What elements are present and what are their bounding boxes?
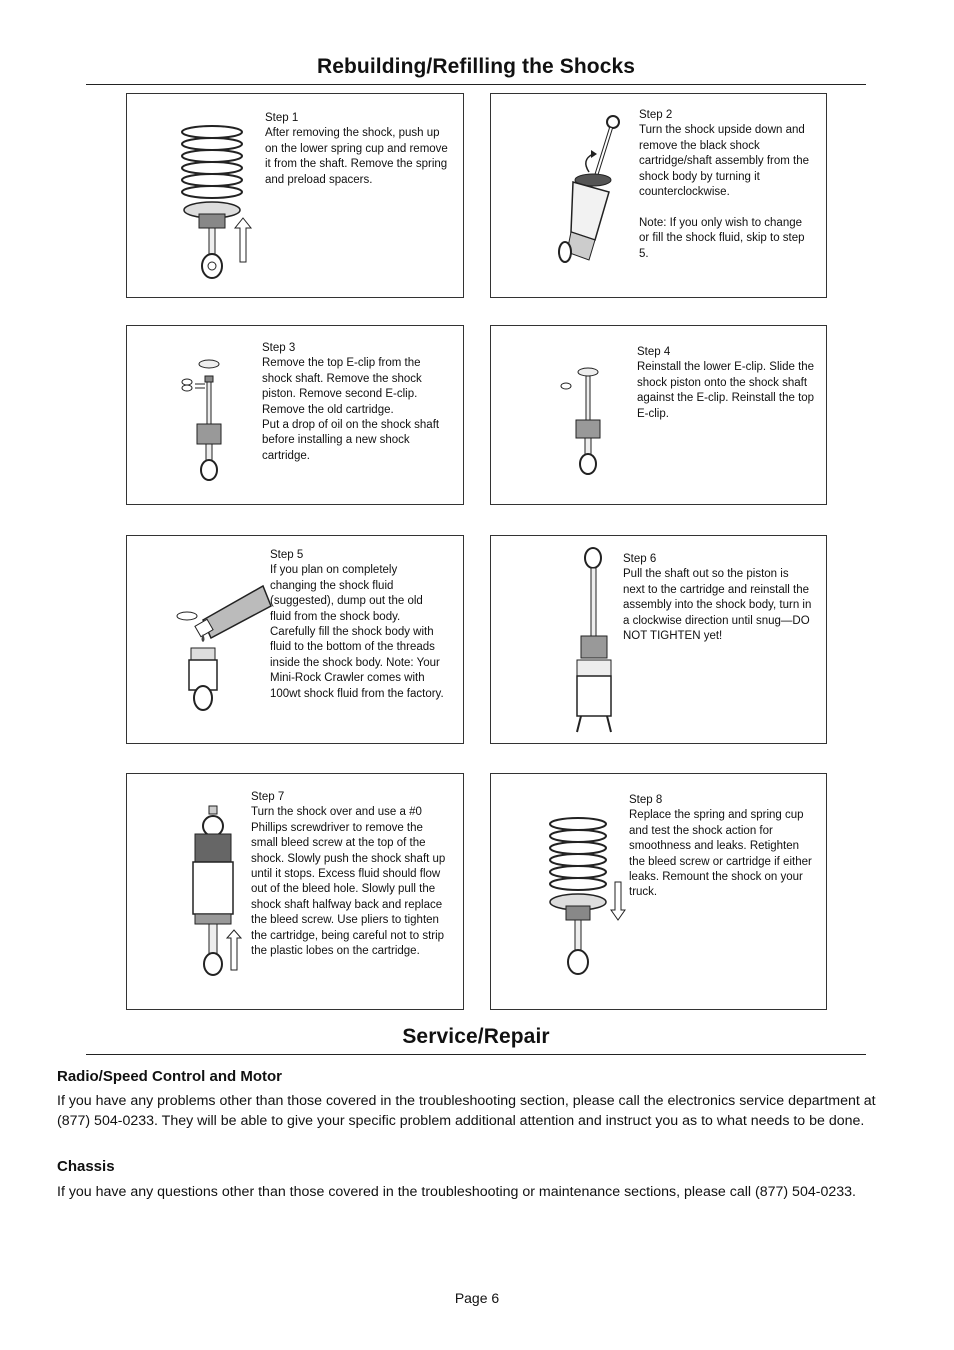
step-body: Replace the spring and spring cup and test the shock action for smoothness and leaks. Retighten the bleed screw or cartridge if either leaks. Remount the shock on your truck.	[629, 809, 812, 899]
step-3-panel	[126, 325, 464, 505]
step-3-text	[262, 341, 452, 464]
step-6-panel	[490, 535, 827, 744]
step-body: Turn the shock upside down and remove the black shock cartridge/shaft assembly from the shock body by turning it counterclockwise. Note: If you only wish to change or fill the shock fluid, skip to step 5.	[639, 124, 810, 260]
step-title: Step 4	[637, 346, 671, 358]
step-body: Pull the shaft out so the piston is next to the cartridge and reinstall the assembly into the shock body, turn in a clockwise direction until snug—DO NOT TIGHTEN yet!	[623, 568, 812, 643]
chassis-heading: Chassis	[57, 1158, 115, 1175]
step-title: Step 2	[639, 109, 673, 121]
shock-spring-icon	[546, 814, 631, 979]
step-1-panel	[126, 93, 464, 298]
radio-paragraph: If you have any problems other than those covered in the troubleshooting section, please call the electronics service department at (877) 504-0233. They will be able to give your specific problem additional attention and instruct you as to what needs to be done.	[57, 1093, 876, 1129]
step-5-panel	[126, 535, 464, 744]
shock-shaft-icon	[179, 356, 239, 486]
shock-assembly-icon	[571, 546, 621, 736]
step-1-text	[265, 111, 450, 188]
step-body: After removing the shock, push up on the lower spring cup and remove it from the shaft. Remove the spring and preload spacers.	[265, 127, 448, 186]
step-5-text	[270, 548, 445, 702]
shock-shaft-icon	[556, 364, 611, 484]
step-4-text	[637, 345, 815, 422]
shock-bleed-icon	[187, 804, 247, 979]
section-title-service: Service/Repair	[402, 1025, 550, 1048]
page-number: Page 6	[454, 1290, 500, 1306]
chassis-paragraph: If you have any questions other than those covered in the troubleshooting or maintenance sections, please call (877) 504-0233.	[57, 1184, 856, 1200]
title-rule	[86, 84, 866, 85]
step-title: Step 1	[265, 112, 299, 124]
step-body: Reinstall the lower E-clip. Slide the shock piston onto the shock shaft against the E-clip. Reinstall the top E-clip.	[637, 361, 815, 420]
step-2-panel	[490, 93, 827, 298]
step-body: If you plan on completely changing the shock fluid (suggested), dump out the old fluid from the shock body. Carefully fill the shock body with fluid to the bottom of the threads inside the shock body. Note: Your Mini-Rock Crawler comes with 100wt shock fluid from the factory.	[270, 564, 444, 700]
step-7-text	[251, 790, 451, 959]
shock-spring-icon	[177, 122, 267, 287]
step-title: Step 5	[270, 549, 304, 561]
step-body: Turn the shock over and use a #0 Phillips screwdriver to remove the small bleed screw at the top of the shock. Slowly push the shock shaft up until it stops. Excess fluid should flow out of the bleed hole. Slowly pull the shock shaft halfway back and replace the bleed screw. Use pliers to tighten the cartridge, being careful not to strip the plastic lobes on the cartridge.	[251, 806, 446, 958]
step-2-text	[639, 108, 815, 262]
fluid-bottle-icon	[173, 576, 273, 716]
step-title: Step 3	[262, 342, 296, 354]
step-8-panel	[490, 773, 827, 1010]
step-6-text	[623, 552, 813, 644]
step-8-text	[629, 793, 813, 901]
radio-heading: Radio/Speed Control and Motor	[57, 1068, 282, 1085]
step-title: Step 6	[623, 553, 657, 565]
step-7-panel	[126, 773, 464, 1010]
shock-body-icon	[551, 112, 626, 272]
step-body: Remove the top E-clip from the shock shaft. Remove the shock piston. Remove second E-clip. Remove the old cartridge. Put a drop of oil on the shock shaft before installing a new shock cartridge.	[262, 357, 440, 462]
step-4-panel	[490, 325, 827, 505]
service-rule	[86, 1054, 866, 1055]
step-title: Step 8	[629, 794, 663, 806]
section-title-shocks: Rebuilding/Refilling the Shocks	[316, 55, 636, 78]
step-title: Step 7	[251, 791, 285, 803]
